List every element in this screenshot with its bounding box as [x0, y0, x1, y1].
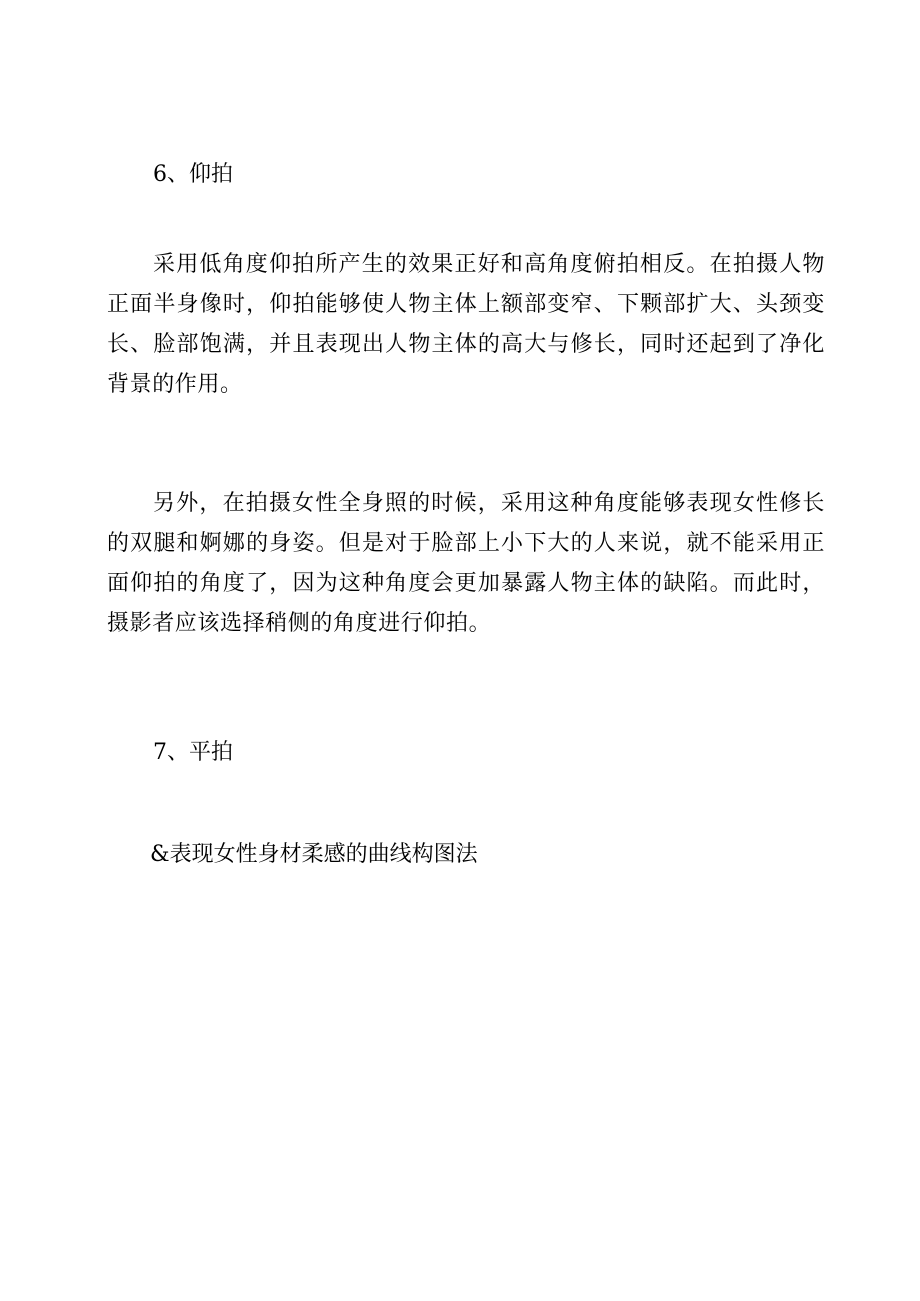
section-heading-7: 7、平拍 — [153, 740, 233, 765]
paragraph-female-full-body: 另外，在拍摄女性全身照的时候，采用这种角度能够表现女性修长的双腿和婀娜的身姿。但是对于脸部上小下大的人来说，就不能采用正面仰拍的角度了，因为这种角度会更加暴露人物主体的缺陷。而此时，摄影者应该选择稍侧的角度进行仰拍。 — [107, 491, 825, 636]
section-heading-6: 6、仰拍 — [153, 162, 233, 187]
paragraph-low-angle-effect: 采用低角度仰拍所产生的效果正好和高角度俯拍相反。在拍摄人物正面半身像时，仰拍能够使人物主体上额部变窄、下颗部扩大、头颈变长、脸部饱满，并且表现出人物主体的高大与修长，同时还起到了净化背景的作用。 — [107, 252, 825, 397]
section-subtitle: &表现女性身材柔感的曲线构图法 — [150, 842, 478, 867]
